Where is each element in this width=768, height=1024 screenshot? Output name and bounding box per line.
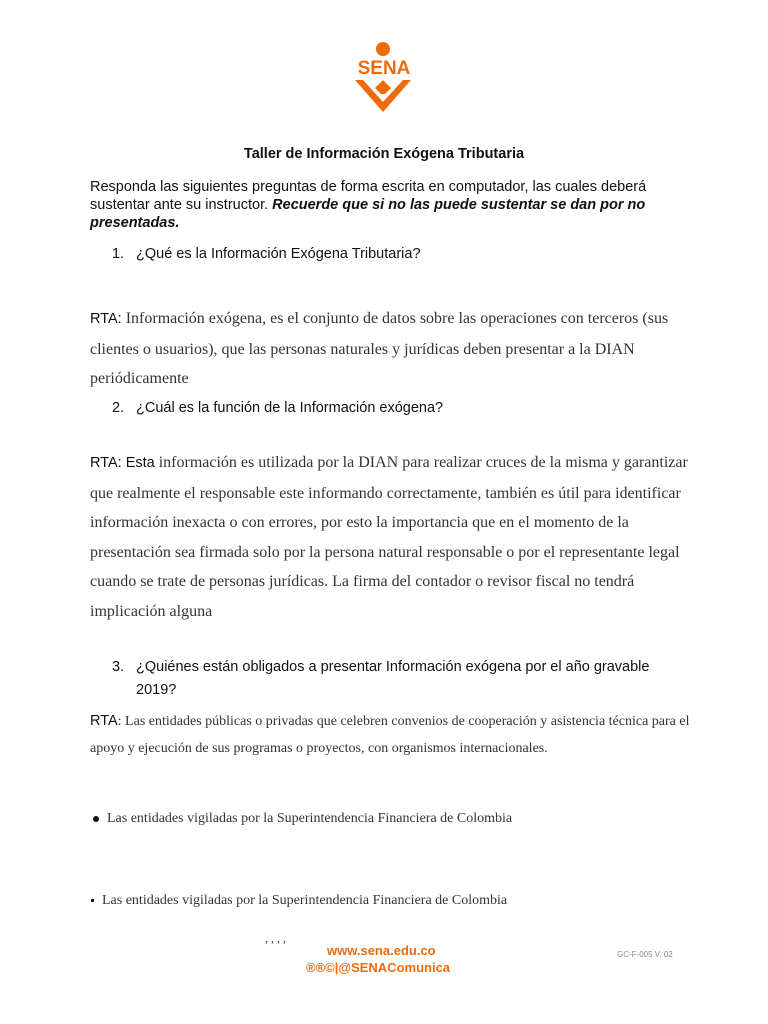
question-2: [112, 397, 676, 420]
question-1: [112, 243, 676, 266]
question-3-text: ¿Quiénes están obligados a presentar Información exógena por el año gravable 2019?: [136, 659, 650, 698]
bullet-item-1-text: Las entidades vigiladas por la Superintendencia Financiera de Colombia: [107, 811, 513, 826]
instructions-emphasis: Recuerde que si no las puede sustentar se dan por no presentadas.: [90, 197, 646, 231]
bullet-item-2-text: Las entidades vigiladas por la Superintendencia Financiera de Colombia: [102, 893, 508, 908]
logo-head: [376, 42, 390, 56]
question-3: [112, 656, 676, 702]
logo-figure: [355, 80, 411, 112]
answer-1-text: Información exógena, es el conjunto de datos sobre las operaciones con terceros (sus clientes o usuarios), que las personas naturales y jurídicas deben presentar a la DIAN periódicamente: [90, 310, 669, 387]
footer-website-link[interactable]: www.sena.edu.co: [327, 943, 436, 958]
bullet-square-icon: [91, 899, 94, 902]
bullet-dot-icon: [93, 816, 99, 822]
question-3-number: 3.: [112, 659, 125, 675]
answer-3: [90, 708, 690, 762]
question-2-number: 2.: [112, 400, 125, 416]
instructions-text: Responda las siguientes preguntas de forma escrita en computador, las cuales deberá sustentar ante su instructor.: [90, 179, 647, 213]
answer-2-label: RTA: Esta: [90, 455, 155, 471]
answer-2-text: información es utilizada por la DIAN para realizar cruces de la misma y garantizar que realmente el responsable este informando correctamente, también es útil para identificar información inexacta o con errores, por esto la importancia que en el momento de la presentación sea firmada solo por la persona natural responsable o por el representante legal cuando se trate de personas jurídicas. La firma del contador o revisor fiscal no tendrá implicación alguna: [90, 454, 688, 620]
footer-social: [306, 960, 450, 975]
social-icons: ®®©: [306, 960, 335, 975]
answer-3-text: : Las entidades públicas o privadas que celebren convenios de cooperación y asistencia técnica para el apoyo y ejecución de sus programas o proyectos, con organismos internacionales.: [90, 714, 690, 756]
question-1-text: ¿Qué es la Información Exógena Tributaria?: [136, 246, 421, 262]
cut-off-text: , , , ,: [265, 931, 286, 945]
logo-text: SENA: [357, 58, 411, 79]
sena-logo: [345, 40, 423, 114]
answer-2: [90, 448, 690, 626]
answer-3-label: RTA: [90, 713, 118, 729]
bullet-item-2: [91, 893, 507, 909]
document-code: GC-F-005 V. 02: [617, 950, 673, 959]
instructions: [90, 178, 690, 232]
question-1-number: 1.: [112, 246, 125, 262]
document-title: Taller de Información Exógena Tributaria: [243, 146, 525, 162]
social-handle[interactable]: |@SENAComunica: [334, 960, 451, 975]
answer-1-label: RTA:: [90, 311, 122, 327]
question-2-text: ¿Cuál es la función de la Información exógena?: [136, 400, 444, 416]
bullet-item-1: [93, 811, 512, 827]
answer-1: [90, 304, 690, 394]
